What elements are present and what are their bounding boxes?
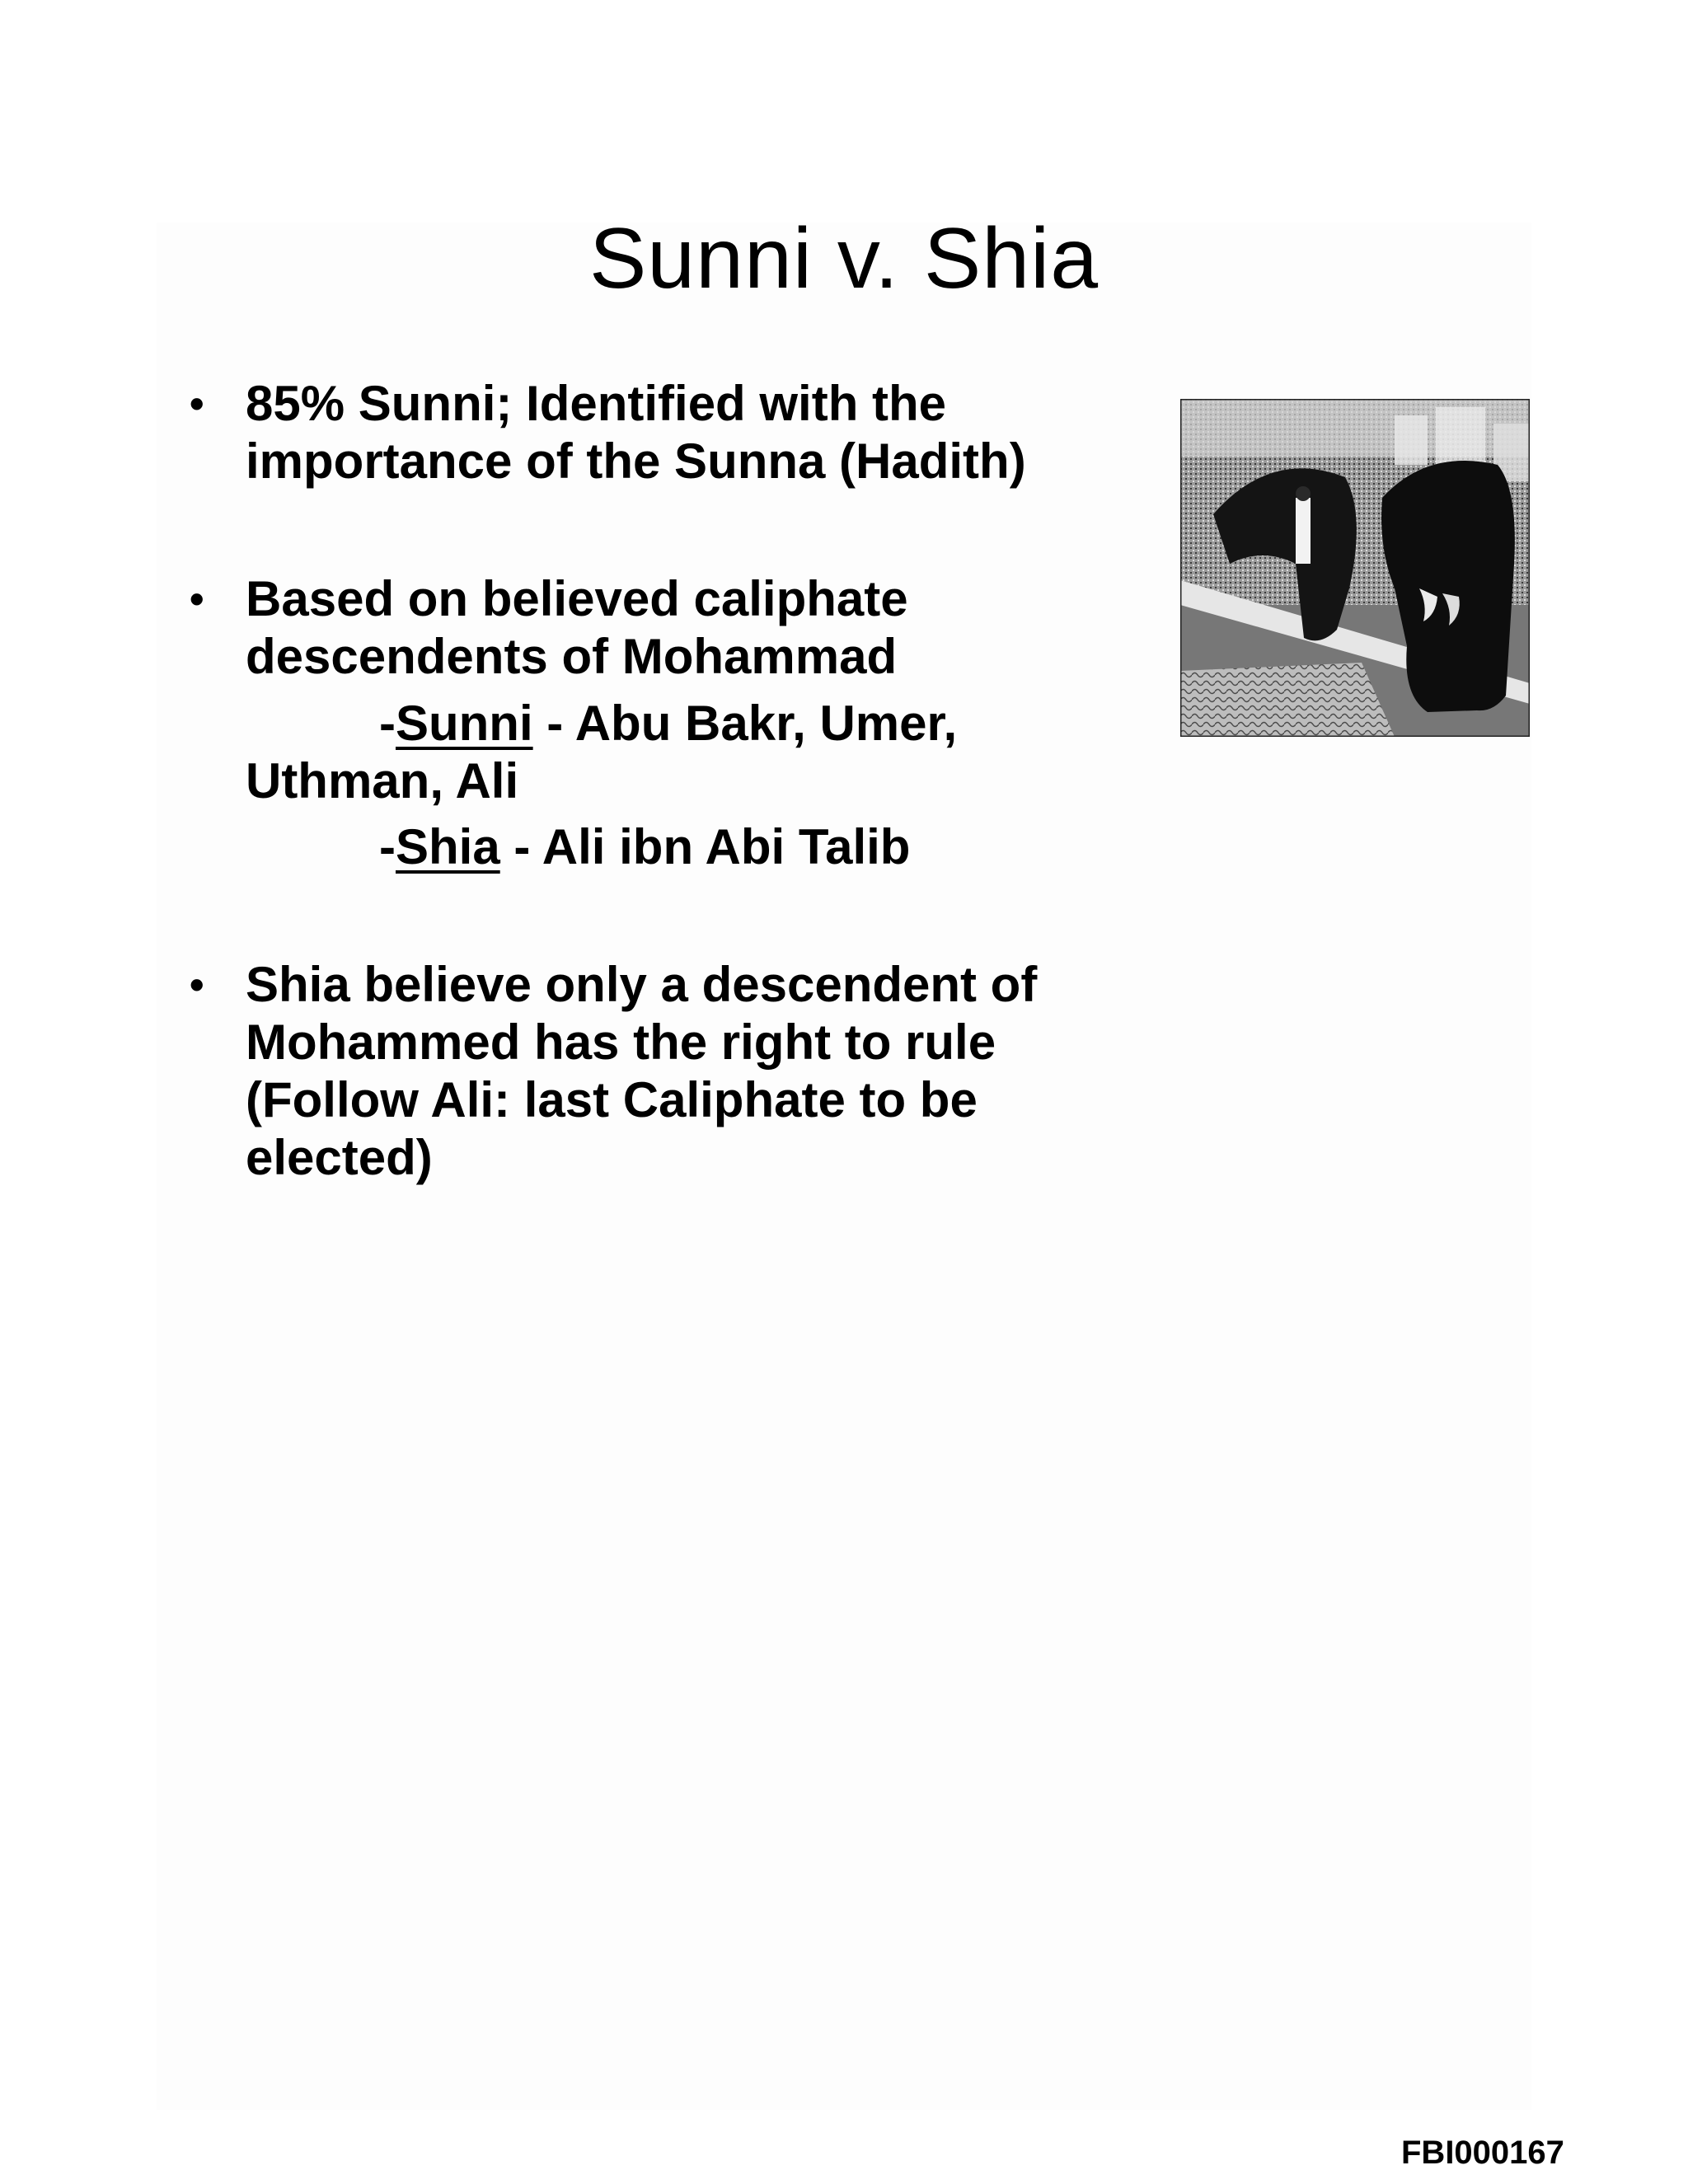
photo-graphic — [1180, 399, 1530, 737]
bullet-line: Based on believed caliphate — [246, 571, 908, 626]
bullet-line: importance of the Sunna (Hadith) — [246, 434, 1026, 489]
bullet-text — [246, 375, 1152, 490]
bullet-line: Mohammed has the right to rule — [246, 1015, 996, 1070]
bullet-line: elected) — [246, 1130, 433, 1185]
sunni-label: Sunni — [395, 696, 533, 751]
bullet-line: (Follow Ali: last Caliphate to be — [246, 1072, 978, 1127]
shia-label: Shia — [395, 819, 500, 874]
bullet-dot-icon: • — [190, 381, 204, 427]
bullet-text — [246, 956, 1152, 1187]
bullet-text — [246, 570, 1152, 686]
bullet-line: descendents of Mohammad — [246, 629, 898, 684]
sunni-line-wrap: Uthman, Ali — [246, 753, 519, 808]
bullet-dot-icon: • — [190, 576, 204, 622]
slide-title: Sunni v. Shia — [588, 211, 1100, 307]
shia-line: -Shia - Ali ibn Abi Talib — [379, 819, 911, 874]
praying-people-photo — [1180, 399, 1530, 737]
sunni-line: -Sunni - Abu Bakr, Umer, — [379, 696, 958, 751]
bullet-line: 85% Sunni; Identified with the — [246, 376, 947, 431]
bullet-line: Shia believe only a descendent of — [246, 957, 1038, 1012]
document-id: FBI000167 — [1401, 2135, 1564, 2171]
bullet-dot-icon: • — [190, 962, 204, 1008]
